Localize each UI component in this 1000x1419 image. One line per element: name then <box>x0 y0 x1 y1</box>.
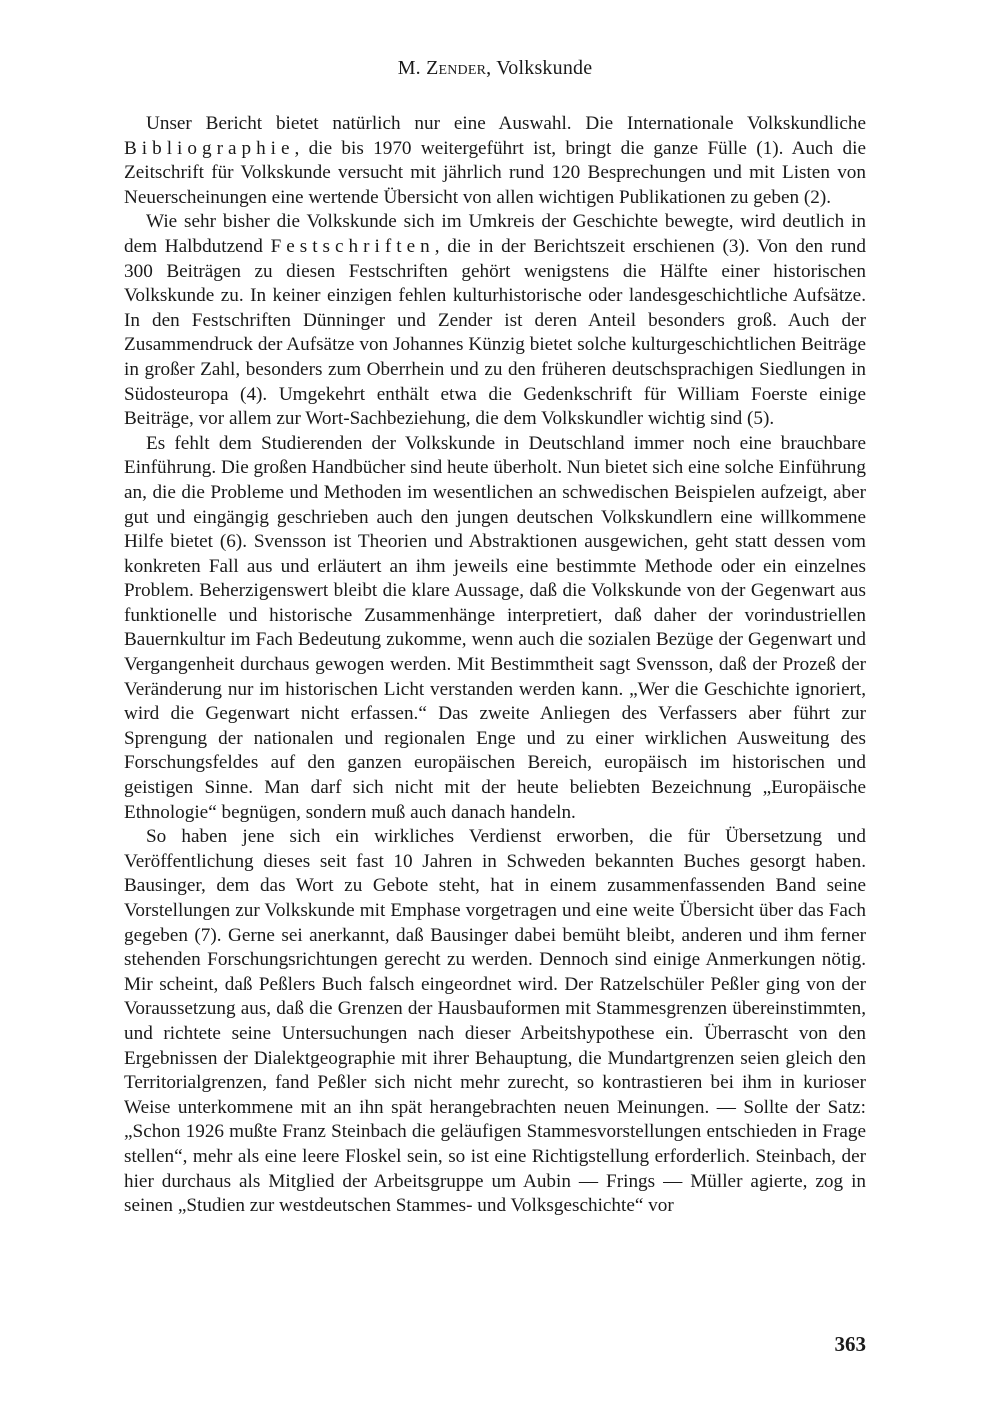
paragraph-4 <box>124 825 866 1219</box>
paragraph-2 <box>124 210 866 431</box>
paragraph-text: , die in der Berichtszeit erschienen (3). Von den rund 300 Beiträgen zu diesen Festschriften gehört wenigstens die Hälfte einer historischen Volkskunde zu. In keiner einzigen fehlen kulturhistorische oder landesgeschichtliche Aufsätze. In den Festschriften Dünninger und Zender ist deren Anteil besonders groß. Auch der Zusammendruck der Aufsätze von Johannes Künzig bietet solche kulturgeschichtlichen Beiträge in großer Zahl, besonders zum Oberrhein und zu den früheren deutschsprachigen Siedlungen in Südosteuropa (4). Umgekehrt enthält etwa die Gedenkschrift für William Foerste einige Beiträge, vor allem zur Wort-Sachbeziehung, die dem Volkskundler wichtig sind (5). <box>124 235 866 430</box>
paragraph-text: Es fehlt dem Studierenden der Volkskunde in Deutschland immer noch eine brauchbare Einführung. Die großen Handbücher sind heute überholt. Nun bietet sich eine solche Einführung an, die die Probleme und Methoden im wesentlichen an schwedischen Beispielen aufzeigt, aber gut und eingängig geschrieben auch den jungen deutschen Volkskundlern eine willkommene Hilfe bietet (6). Svensson ist Theorien und Abstraktionen ausgewichen, geht statt dessen vom konkreten Fall aus und erläutert an ihm jeweils eine bestimmte Methode oder ein einzelnes Problem. Beherzigenswert bleibt die klare Aussage, daß die Volkskunde von der Gegenwart aus funktionelle und historische Zusammenhänge interpretiert, daß daher der vorindustriellen Bauernkultur im Fach Bedeutung zukomme, wenn auch die sozialen Bezüge der Gegenwart und Vergangenheit durchaus gewogen werden. Mit Bestimmtheit sagt Svensson, daß der Prozeß der Veränderung nur im historischen Licht verstanden werden kann. „Wer die Geschichte ignoriert, wird die Gegenwart nicht erfassen.“ Das zweite Anliegen des Verfassers aber führt zur Sprengung der nationalen und regionalen Enge und zu einer wirklichen Ausweitung des Forschungsfeldes auf den ganzen europäischen Bereich, europäisch im historischen und geistigen Sinne. Man darf sich nicht mit der heute beliebten Bezeichnung „Europäische Ethnologie“ begnügen, sondern muß auch danach handeln. <box>124 432 866 823</box>
running-header <box>124 57 866 80</box>
paragraph-text: Wie sehr bisher die Volkskunde sich im Umkreis der Geschichte bewegte, wird deutlich in dem Halbdutzend <box>124 211 866 257</box>
page-number: 363 <box>834 1332 866 1356</box>
header-separator: , <box>486 57 497 79</box>
paragraph-3 <box>124 432 866 826</box>
paragraph-text: Unser Bericht bietet natürlich nur eine Auswahl. Die Internationale Volkskundliche <box>146 113 866 134</box>
header-author-surname: Zender <box>426 57 487 79</box>
body-text <box>124 112 866 1219</box>
paragraph-text: So haben jene sich ein wirkliches Verdienst erworben, die für Übersetzung und Veröffentlichung dieses seit fast 10 Jahren in Schweden bekannten Buches gesorgt haben. Bausinger, dem das Wort zu Gebote steht, hat in einem zusammenfassenden Band seine Vorstellungen zur Volkskunde mit Emphase vorgetragen und eine weite Übersicht über das Fach gegeben (7). Gerne sei anerkannt, daß Bausinger dabei bemüht bleibt, anderen und ihm ferner stehenden Forschungsrichtungen gerecht zu werden. Dennoch sind einige Anmerkungen nötig. Mir scheint, daß Peßlers Buch falsch eingeordnet wird. Der Ratzelschüler Peßler ging von der Voraussetzung aus, daß die Grenzen der Hausbauformen mit Stammesgrenzen übereinstimmten, und richtete seine Untersuchungen nach dieser Arbeitshypothese ein. Überrascht von den Ergebnissen der Dialektgeographie mit ihrer Behauptung, die Mundartgrenzen seien gleich den Territorialgrenzen, fand Peßler sich nicht mehr zurecht, so kontrastieren bei ihm in kurioser Weise unterkommene mit an ihn spät herangebrachten neuen Meinungen. — Sollte der Satz: „Schon 1926 mußte Franz Steinbach die geläufigen Stammesvorstellungen entschieden in Frage stellen“, mehr als eine leere Floskel sein, so ist eine Richtigstellung erforderlich. Steinbach, der hier durchaus als Mitglied der Arbeitsgruppe um Aubin — Frings — Müller agierte, zog in seinen „Studien zur westdeutschen Stammes- und Volksgeschichte“ vor <box>124 826 866 1217</box>
spaced-term: Festschriften <box>270 235 435 257</box>
document-page <box>124 0 866 1419</box>
spaced-term: Bibliographie <box>124 137 295 159</box>
paragraph-text: , die bis 1970 weitergeführt ist, bringt die ganze Fülle (1). Auch die Zeitschrift für Volkskunde versucht mit jährlich rund 120 Besprechungen und mit Listen von Neuerscheinungen eine wertende Übersicht von allen wichtigen Publikationen zu geben (2). <box>124 137 866 208</box>
paragraph-1 <box>124 112 866 210</box>
header-author-initial: M. <box>397 57 427 79</box>
header-section-title: Volkskunde <box>496 57 593 79</box>
